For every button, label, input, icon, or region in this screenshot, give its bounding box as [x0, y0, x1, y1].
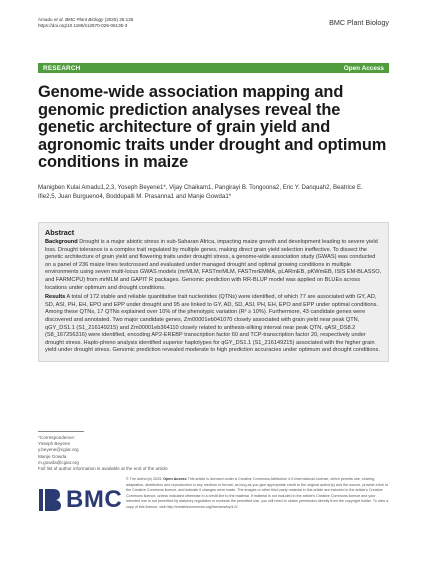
license-open-access: Open Access [163, 477, 187, 481]
author-info-note: Full list of author information is available at the end of the article [38, 466, 168, 472]
abstract-results [45, 294, 382, 355]
results-text: A total of 172 stable and reliable quantitative trait nucleotides (QTNs) were identified, of which 77 are associated with GY, AD, SD, ASI, PH, EH, EPO and EPP under drought and 95 are linked to GY, AD, SD, ASI, PH, EH, EPO and EPP under optimal conditions. Among these QTNs, 17 QTNs explained over 10% of the phenotypic variation (R² ≥ 10%). Furthermore, 43 candidate genes were discovered and annotated. Two major candidate genes, Zm00001eb041070 closely associated with grain yield near peak QTN, qGY_DS1.1 (S1_216149215) and Zm00001eb364110 closely related to anthesis-silking interval near peak QTN, qASI_DS8.2 (S8_167256316) were identified, encoding AP2-EREBP transcription factor 60 and TCP-transcription factor 20, respectively under drought stress. Haplo-pheno analysis identified superior haplotypes for qGY_DS1.1 (S1_216149215) associated with the higher grain yield under drought stress. Genomic prediction revealed moderate to high prediction accuracies under optimum and drought conditions. [45, 294, 380, 354]
abstract-background [45, 239, 382, 292]
citation-year: (2025) 25:135 [104, 17, 134, 22]
article-type-banner [38, 63, 389, 73]
correspondent-name: Manje Gowda [38, 453, 67, 459]
license-notice [126, 477, 390, 511]
author-list: Manigben Kulai Amadu1,2,3, Yoseph Beyene1*, Vijay Chaikam1, Pangirayi B. Tongoona2, Eric Y. Danquah2, Beatrice E. Ifie2,5, Juan Burgueno4, Boddupalli M. Prasanna1 and Manje Gowda1* [38, 184, 363, 201]
article-title: Genome-wide association mapping and genomic prediction analyses reveal the genetic architecture of grain yield and agronomic traits under drought and optimum conditions in maize [38, 83, 387, 172]
background-text: Drought is a major abiotic stress in sub-Saharan Africa, impacting maize growth and development leading to severe yield loss. Drought tolerance is a complex trait regulated by multiple genes, making direct grain yield selection ineffective. To dissect the genetic architecture of grain yield and flowering traits under drought stress, a genome-wide association study (GWAS) was conducted on a panel of 236 maize lines testcrossed and evaluated under managed drought and optimal growing conditions in multiple environments using seven multi-locus GWAS models (mrMLM, FASTmrMLM, FASTmrEMMA, pLARmEB, pKWmEB, ISIS EM-BLASSO, and FARMCPU) from mrMLM and GAPIT R packages. Genomic prediction with RR-BLUP model was applied on BLUEs across locations under optimum and drought conditions. [45, 239, 382, 291]
abstract-box [38, 222, 389, 362]
bmc-logo-text: BMC [66, 486, 123, 513]
license-lead: © The Author(s) 2025. [126, 477, 163, 481]
correspondence-block [38, 435, 188, 472]
correspondent-email[interactable]: y.beyene@cgiar.org [38, 447, 79, 453]
footnote-divider [38, 431, 84, 432]
correspondence-label: *Correspondence: [38, 435, 76, 440]
open-access-label: Open Access [343, 64, 384, 72]
doi-link[interactable]: https://doi.org/10.1186/s12870-025-06135-3 [38, 23, 128, 29]
license-text: This article is licensed under a Creative Commons Attribution 4.0 International License, which permits use, sharing, adaptation, distribution and reproduction in any medium or format, as long as you give appropriate credit to the original author(s) and the source, provide a link to the Creative Commons licence, and indicate if changes were made. The images or other third party material in this article are included in the article's Creative Commons licence, unless indicated otherwise in a credit line to the material. If material is not included in the article's Creative Commons licence and your intended use is not permitted by statutory regulation or exceeds the permitted use, you will need to obtain permission directly from the copyright holder. To view a copy of this licence, visit http://creativecommons.org/licenses/by/4.0/. [126, 477, 389, 509]
section-label: RESEARCH [43, 64, 81, 72]
citation-authors: Amadu [38, 17, 54, 22]
journal-name: BMC Plant Biology [329, 18, 389, 27]
citation-journal: et al. BMC Plant Biology [53, 17, 104, 22]
correspondent-email[interactable]: m.gowda@cgiar.org [38, 459, 79, 465]
citation-header [38, 17, 298, 30]
abstract-heading: Abstract [45, 228, 75, 237]
correspondent-name: Yoseph Beyene [38, 441, 71, 447]
background-label: Background [45, 239, 78, 245]
results-label: Results [45, 294, 66, 301]
